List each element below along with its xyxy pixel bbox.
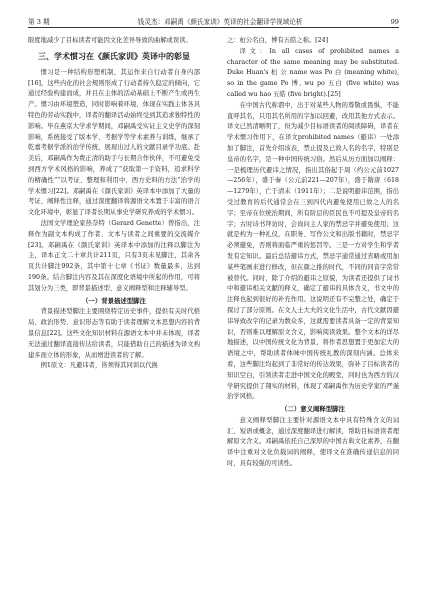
- paragraph: 背景描述型脚注主要围绕特定历史事件，提供有关时代格局、政治形势、意识形态等有助于读者理解文本思想内容的背景信息[22]。这些文化知识材料在源语文本中并未体现，译者无法通过翻译直接传达给读者，只能借助自己的描述为译文构建多面立体的形象，从而增进读者的了解。: [28, 308, 200, 359]
- paragraph: 在中国古代称谓中，出于对某些人物的尊敬或畏惧，不能直呼其名，只用其名所用的字加以回避，改用其他方式表示。译文已然清晰明了，但为减少目标语读者的阅读障碍，译者在学术惯习作用下，在译文prohibited names（避讳）一处添加了脚注，首先介绍该表，禁止提及已故人名的名字，特别是皇帝的名字，是一种中国传统习俗。然后从历方面加以阐释：一是梳理历代避讳之情况，指出其俗起于周（约公元前1027—256年），盛于秦（公元前221—207年），盛于隋唐（618—1279年），亡于清末（1911年）；二是说明避讳范围，指出受过教育的后代通常会在三到四代内避免使用已故之人的名字；至帝在位统治期间，所有阶层的臣民也不可提及皇帝的名字；古时诗书拜访时，会询问主人家的禁忌字并避免使用；这就是构为一种礼仪，在职务、写作公文和出版书籍时，禁忌字必须避免，否则将面临严重的惩罚等。三是一方对学生和学者发有定知识。最后总结避讳方式，禁忌字通常通过省略或用加某些笔画来进行修改，但在颜之推的时代，不同的同音字常常被替代。同时，除了介绍的避讳之原貌，为读者还提供了词书中和避讳相关文献的释义，确定了避讳的具体含义，书文中的注释也起到很好的补充作用。这说明还有不完整之处，确定于探讨了部分原则。在文人士大夫的文化生活中，古代文献因避讳导致改字的记录为数众多，这就需要读者具备一定的背景知识，否则难以理解原文含义，影响阅读效果。整个文本的详尽地描述，以中国传统文化为背景，将作者思想置于更加宏大的语境之中，帮助读者体味中国传统礼教的深刻内涵。总体来看，这些脚注均起到了非常好的传达效果，弥补了目标读者的知识空白，引领读者走进中国文化的殿堂，同时也为西方的汉学研究提供了翔实的材料，体现了邓嗣禹作为历史学家的严谨治学风格。: [227, 101, 399, 401]
- paragraph: 惯习是一种结构形塑机制，其运作来自行动者自身内部[16]，这些内化的社会规则形成了行动者持久稳定的倾向，它通过经验构建而成，并且在主体的活动基础上不断产生或再生产。惯习由环境塑造，同时影响着环境，体现在实践主体各具特色的劳动实践中，译者的翻译活动始终受到其追求独特性的影响。毕在燕京大学求学期间，邓嗣禹受实证主义史学的深刻影响，系统接受了版本学、考据学等学术素养与训练，继承了乾嘉考据学派的治学传统，展现出过人的文献目录学功底。赴美后，邓嗣禹作为费正清的助手与长期合作伙伴，不可避免受到西方学术风格的影响，养成了“获取第一手资料，追求科学的精确性”“以考证、整理和利用中、西方史料的方法”治学的学术惯习[22]。邓嗣禹在《颜氏家训》英译本中添加了大量的考证、阐释性注释，通过深度翻译将源语文本置于丰富的语言文化环境中，彰显了译者长期从事史学研究养成的学术惯习。: [28, 68, 200, 217]
- paragraph: 译文：In all cases of prohibited names a character of the same meaning may be substituted. Duke Huan's 桓 公 name was Po 白 (meaning white), so in the game Po 博, wu po 五白 (five white) was called wu hao 五皓 (five bright).[25]: [227, 47, 399, 98]
- paragraph: 意义阐释型脚注主要针对源语文本中具有特殊含义的词汇、短语或概念，通过深度翻译进行解读，帮助目标语读者理解原文含义。邓嗣禹依托自己深厚的中国古典文化素养，在翻译中注重对文化负载词的阐释，使译文在准确传递信息的同时，具有较强的可读性。: [227, 416, 399, 468]
- paragraph: 例1原文：凡避讳者，皆须得其同训以代换: [40, 362, 158, 370]
- article-running-title: 钱灵杰：邓嗣禹《颜氏家训》英译的社会翻译学视域论析: [137, 18, 303, 26]
- right-column: [227, 36, 399, 470]
- subsection-heading: （二）意义阐释型脚注: [281, 405, 345, 414]
- subsection-heading: （一）背景描述型脚注: [82, 296, 146, 305]
- paragraph: 法国文学理论家热奈特（Gerard Genette）曾指出，注释作为副文本构成了作者、文本与读者之间重要的交流媒介[23]。邓嗣禹在《颜氏家训》英译本中添加的注释以脚注为主，译本正文二十章共计211页，只有3页未见脚注，其余各页共计脚注992条，其中第十七章《书证》数量最多，达到190条。结合脚注内容及其在深度化语境中所起的作用，可将其划分为三类，即背景描述型、意义阐释型和注释辅导型。: [28, 219, 200, 292]
- paragraph: 之：桓公名白，博有五皓之称。[24]: [227, 37, 329, 44]
- header-rule: [28, 27, 399, 28]
- left-column: [28, 36, 200, 372]
- issue-label: 第 3 期: [28, 18, 50, 26]
- section-heading: 三、学术惯习在《颜氏家训》英译中的彰显: [38, 51, 190, 61]
- page-number: 99: [390, 18, 399, 26]
- running-header: [28, 10, 399, 26]
- paragraph: 限度地减少了目标读者可能因文化差异导致的曲解或误读。: [28, 37, 192, 44]
